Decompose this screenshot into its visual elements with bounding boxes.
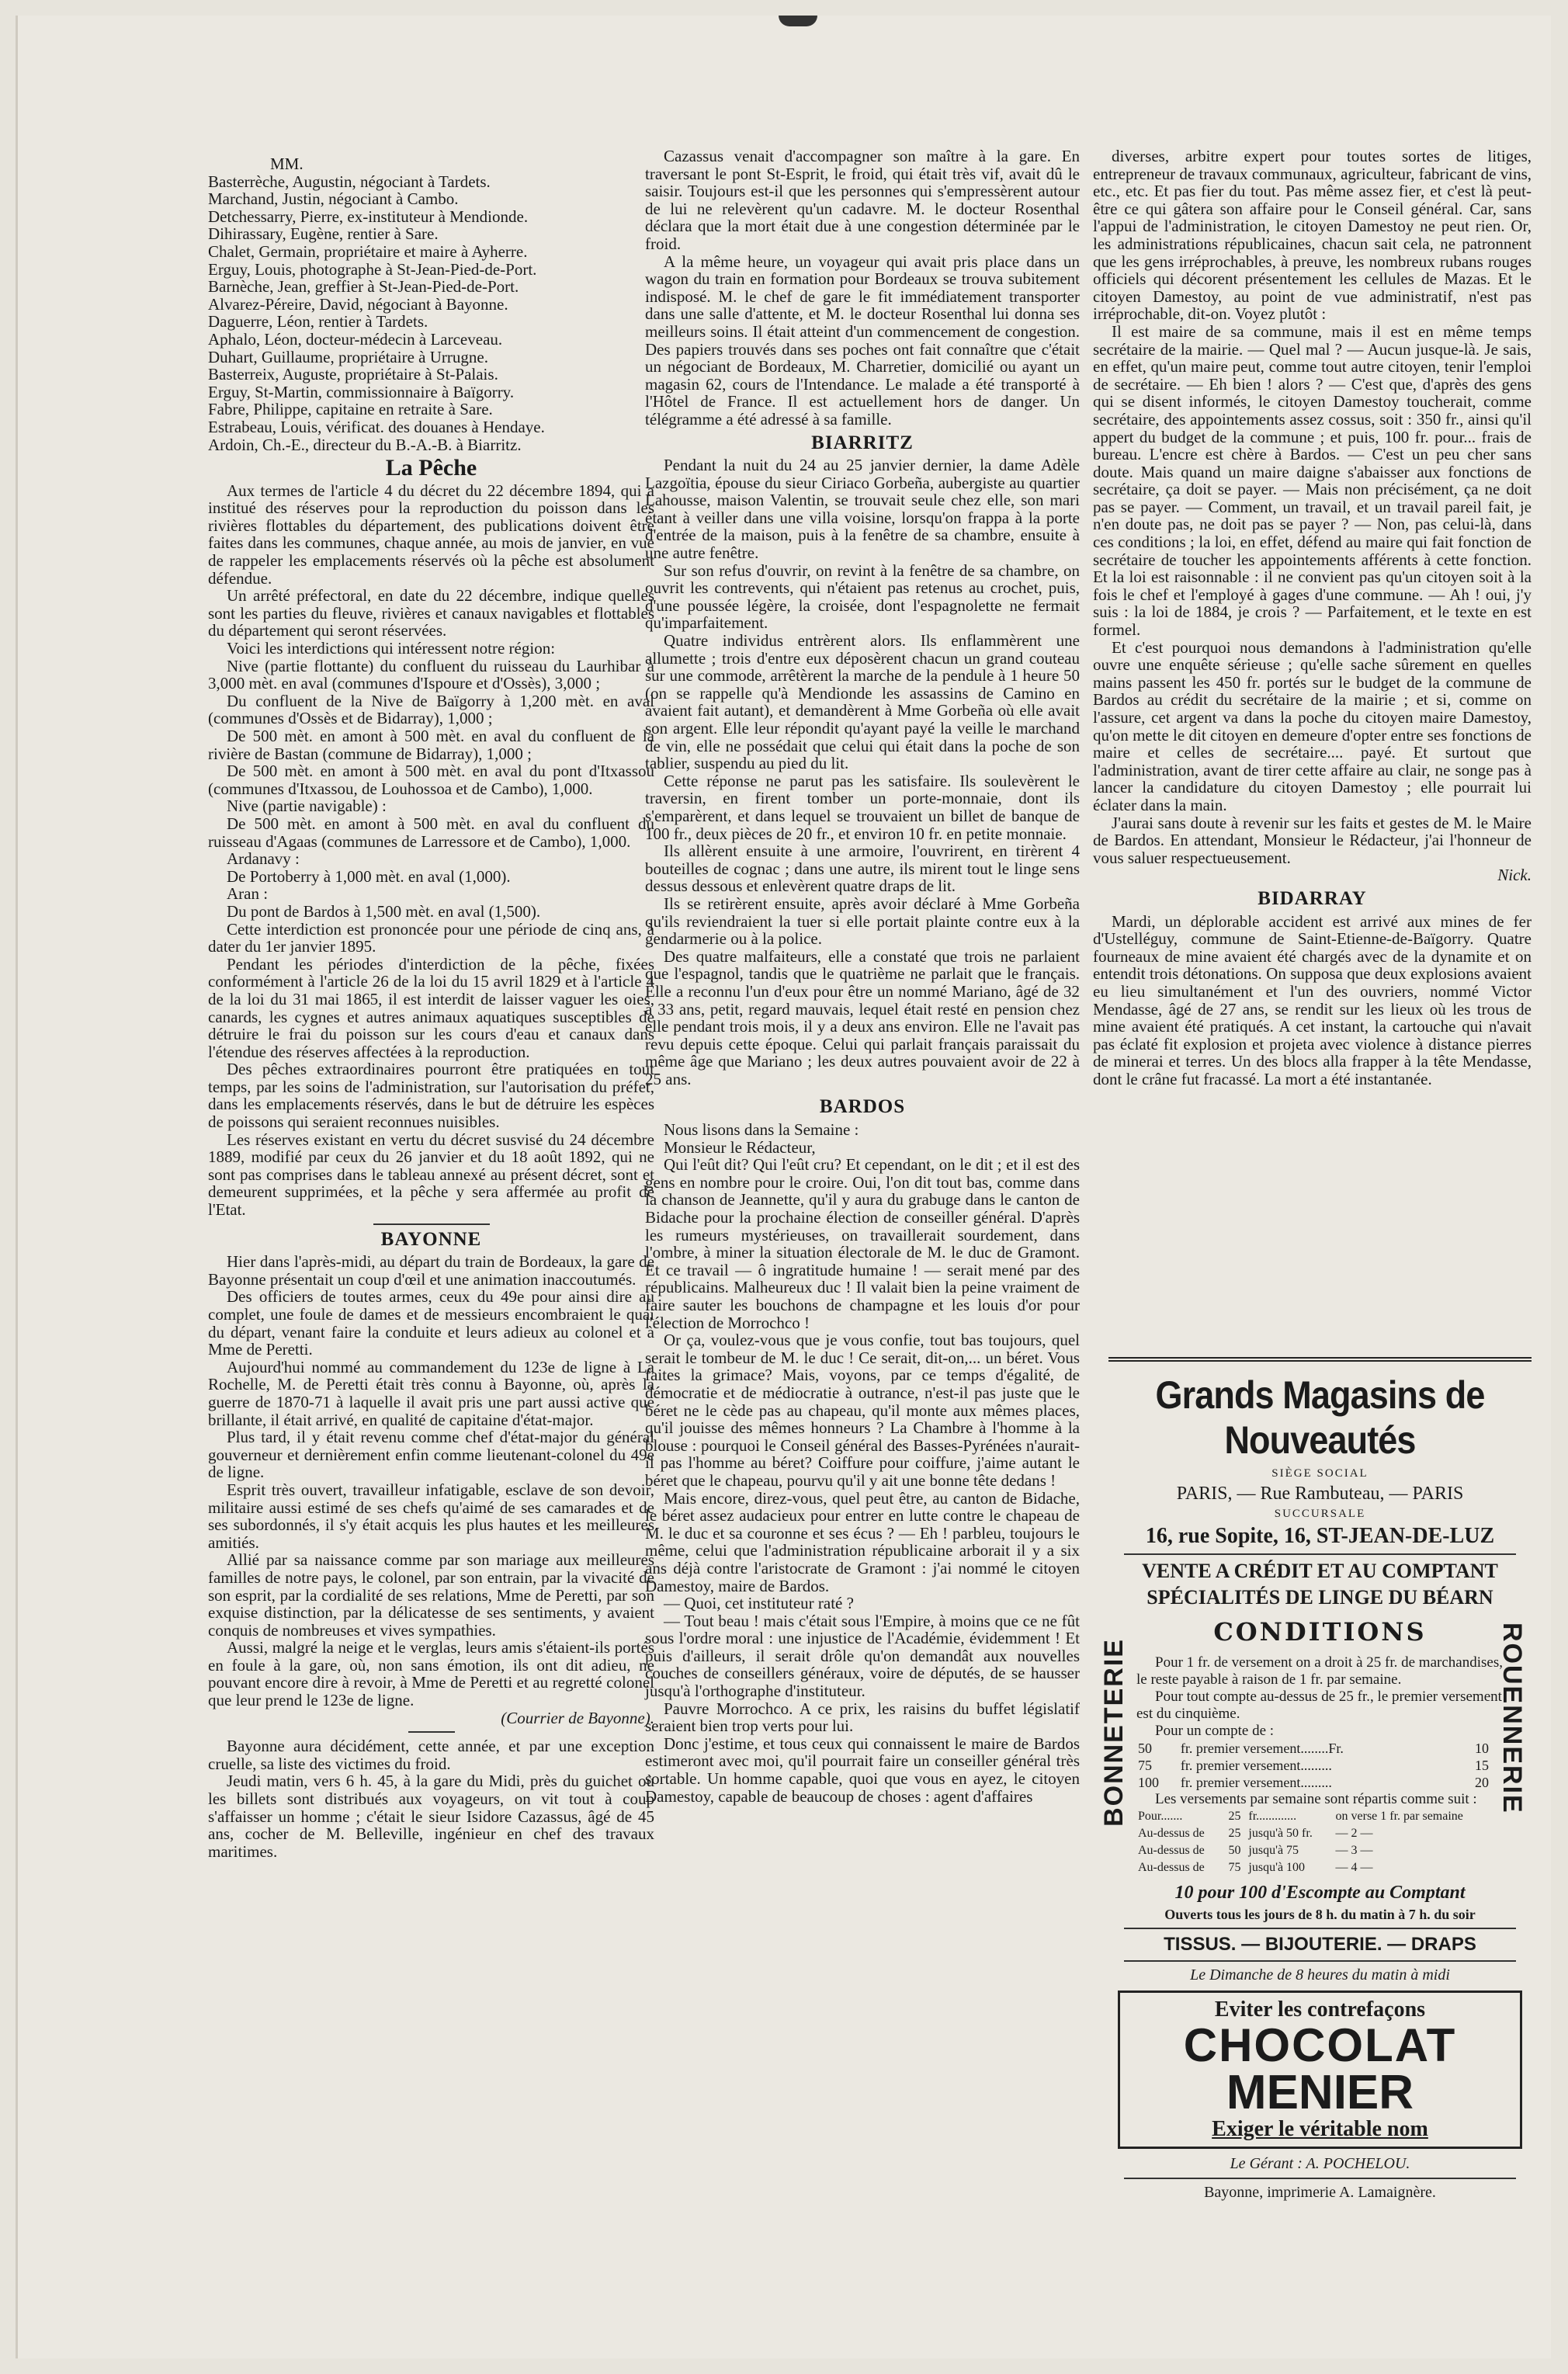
biarritz-paragraph: Pendant la nuit du 24 au 25 janvier dernier, la dame Adèle Lazgoïtia, épouse du sieur Ciriaco Gorbeña, aubergiste au quartier Lahousse, maison Valentin, se trouvait seule chez elle, son mari étant à veiller dans une villa voisine, lorsqu'on frappa à la porte d'entrée de la maison, puis à la fenêtre de sa chambre, ensuite à une autre fenêtre. <box>645 456 1080 563</box>
jury-list-item-paragraph: Erguy, Louis, photographe à St-Jean-Pied-de-Port. <box>208 259 537 279</box>
ad-table-cell: on verse 1 fr. par semaine <box>1335 1810 1463 1823</box>
newspaper-page <box>16 16 1551 2358</box>
ad-table-cell: Au-dessus de <box>1138 1827 1205 1840</box>
biarritz-paragraph: Sur son refus d'ouvrir, on revint à la fenêtre de sa chambre, on ouvrit les contrevents, qui n'étaient pas retenus au crochet, puis, d'une poussée légère, la croisée, dont l'espagnolette ne fermait qu'imparfaitement. <box>645 561 1080 633</box>
bardos-paragraph: Or ça, voulez-vous que je vous confie, tout bas toujours, quel serait le tombeur de M. le duc ! Ce serait, dit-on,... un béret. Vous faites la grimace? Mais, voyons, par ce temps d'égalité, de démocratie et de médiocratie à outrance, n'est-il pas juste que le béret ne le cède pas au chapeau, qu'il monte aux mêmes places, qu'il jouisse des mêmes honneurs ? La Chambre à l'homme à la blouse : pourquoi le Conseil général des Basses-Pyrénées n'aurait-il pas l'homme au béret? Coiffure pour coiffure, j'aime autant le béret que le chapeau, pourvu qu'il y ait une bonne tête dedans ! <box>645 1331 1080 1490</box>
article-bayonne-continued <box>645 148 1080 429</box>
signature-nick: Nick. <box>1497 866 1532 885</box>
ad-table-cell: 75 <box>1138 1758 1152 1773</box>
bayonne-victims-paragraph: Jeudi matin, vers 6 h. 45, à la gare du Midi, près du guichet où les billets sont distribués aux voyageurs, on vit tout à coup s'affaisser un homme ; c'était le sieur Isidore Cazassus, âgé de 45 ans, cocher de M. Belleville, ingénieur en chef des travaux maritimes. <box>208 1772 654 1861</box>
page-edge-mark <box>779 16 817 26</box>
bayonne-victims-paragraph: Bayonne aura décidément, cette année, et par une exception cruelle, sa liste des victimes du froid. <box>208 1737 654 1773</box>
jury-list-item-paragraph: Fabre, Philippe, capitaine en retraite à Sare. <box>208 400 493 419</box>
peche-paragraph: Du pont de Bardos à 1,500 mèt. en aval (1,500). <box>227 901 541 921</box>
column-1 <box>208 155 654 1860</box>
peche-paragraph: De 500 mèt. en amont à 500 mèt. en aval du confluent du ruisseau d'Agaas (communes de Larressore et de Cambo), 1,000. <box>208 814 654 851</box>
jury-list-item-paragraph: Detchessarry, Pierre, ex-instituteur à Mendionde. <box>208 207 529 226</box>
peche-paragraph: Pendant les périodes d'interdiction de la pêche, fixées conformément à l'article 26 de la loi du 15 avril 1829 et à l'article 4 de la loi du 31 mai 1865, il est interdit de laisser vaguer les oies, canards, les cygnes et autres animaux aquatiques susceptibles de détruire le frai du poisson sur les cours d'eau et canaux dans l'étendue des réserves affectées à la reproduction. <box>208 954 654 1061</box>
bayonne-continued-paragraph: Cazassus venait d'accompagner son maître à la gare. En traversant le pont St-Esprit, le froid, qui était très vif, avait dû le saisir. Toujours est-il que les personnes qui s'empressèrent autour de lui ne relevèrent qu'un cadavre. M. le docteur Rosenthal déclara que la mort était due à une congestion déterminée par le froid. <box>645 147 1080 253</box>
article-bidarray <box>1093 913 1532 1088</box>
peche-paragraph: De 500 mèt. en amont à 500 mèt. en aval du confluent de la rivière de Bastan (commune de Bidarray), 1,000 ; <box>208 727 654 763</box>
jury-list-item-paragraph: Aphalo, Léon, docteur-médecin à Larceveau. <box>208 329 503 349</box>
bardos-paragraph: Monsieur le Rédacteur, <box>664 1137 816 1157</box>
jury-list <box>208 173 654 454</box>
ad-table-cell: — 3 — <box>1335 1844 1373 1857</box>
article-bayonne <box>208 1253 654 1709</box>
bayonne-paragraph: Aussi, malgré la neige et le verglas, leurs amis s'étaient-ils portés en foule à la gare, où, non sans émotion, ils ont dit adieu, ne pouvant encore dire à revoir, à Mme de Peretti et au regretté colonel que leur prend le 123e de ligne. <box>208 1638 654 1710</box>
ad-table-cell: 25 <box>1228 1810 1241 1823</box>
ad-cond-3: Pour un compte de : <box>1155 1723 1275 1739</box>
ad-conditions: CONDITIONS <box>1213 1617 1427 1647</box>
column-3 <box>1093 148 1532 1088</box>
jury-list-item-paragraph: Daguerre, Léon, rentier à Tardets. <box>208 312 428 331</box>
source-signature: (Courrier de Bayonne). <box>501 1708 654 1727</box>
ad-table-row <box>1136 1757 1504 1774</box>
ad-menier: MENIER <box>1226 2066 1414 2119</box>
article-bayonne-2 <box>208 1737 654 1860</box>
peche-paragraph: Nive (partie flottante) du confluent du ruisseau du Laurhibar à 3,000 mèt. en aval (communes d'Ispoure et d'Ossès), 3,000 ; <box>208 656 654 693</box>
ad-table-row <box>1136 1859 1504 1876</box>
biarritz-paragraph: Ils allèrent ensuite à une armoire, l'ouvrirent, en tirèrent 4 bouteilles de cognac ; dans une autre, ils mirent tout le linge sens dessus dessous et enlevèrent quatre draps de lit. <box>645 842 1080 896</box>
peche-paragraph: Ardanavy : <box>227 849 300 869</box>
ad-table-cell: jusqu'à 100 <box>1248 1861 1306 1874</box>
ad-exiger: Exiger le véritable nom <box>1212 2117 1428 2141</box>
ad-siege: SIÈGE SOCIAL <box>1271 1467 1369 1480</box>
mm-label: MM. <box>270 154 304 173</box>
ad-tissus: TISSUS. — BIJOUTERIE. — DRAPS <box>1164 1934 1476 1955</box>
peche-paragraph: Nive (partie navigable) : <box>227 797 387 816</box>
biarritz-paragraph: Ils se retirèrent ensuite, après avoir déclaré à Mme Gorbeña qu'ils reviendraient la tuer si elle portait plainte contre eux à la gendarmerie ou à la police. <box>645 894 1080 949</box>
ad-table-cell: Au-dessus de <box>1138 1844 1205 1857</box>
bayonne-paragraph: Plus tard, il y était revenu comme chef d'état-major du général gouverneur et dernièrement enfin comme lieutenant-colonel du 49e de ligne. <box>208 1428 654 1482</box>
peche-paragraph: Voici les interdictions qui intéressent notre région: <box>227 639 556 658</box>
bardos-paragraph: Nous lisons dans la Semaine : <box>664 1120 859 1140</box>
ad-conditions-body <box>1136 1654 1504 1876</box>
ad-table-cell: 50 <box>1228 1844 1241 1857</box>
divider <box>1124 2178 1516 2179</box>
ad-table-cell: 15 <box>1475 1758 1489 1773</box>
section-title-bidarray: BIDARRAY <box>1258 887 1367 909</box>
section-title-bayonne: BAYONNE <box>380 1228 482 1250</box>
peche-paragraph: Les réserves existant en vertu du décret susvisé du 24 décembre 1889, modifié par ceux du 26 janvier et du 18 août 1892, qui ne sont pas comprises dans le tableau annexé au présent décret, sont et demeurent supprimées, et la pêche y sera affermée au profit de l'Etat. <box>208 1130 654 1220</box>
bayonne-paragraph: Allié par sa naissance comme par son mariage aux meilleures familles de notre pays, le colonel, par son entrain, par la vivacité de son esprit, par la cordialité de ses relations, Mme de Peretti, par son exquise distinction, par la délicatesse de ses sentiments, y avaient conquis de nombreuses et vives sympathies. <box>208 1550 654 1640</box>
jury-list-item-paragraph: Basterrèche, Augustin, négociant à Tardets. <box>208 172 491 191</box>
imprimerie-line: Bayonne, imprimerie A. Lamaignère. <box>1204 2184 1436 2201</box>
bardos-continued-paragraph: J'aurai sans doute à revenir sur les faits et gestes de M. le Maire de Bardos. En attendant, Monsieur le Rédacteur, j'ai l'honneur de vous saluer respectueusement. <box>1093 813 1532 867</box>
divider <box>1124 1928 1516 1929</box>
jury-list-item-paragraph: Estrabeau, Louis, vérificat. des douanes à Hendaye. <box>208 417 545 436</box>
section-title-bardos: BARDOS <box>819 1096 906 1118</box>
ad-table-cell: 25 <box>1228 1827 1241 1840</box>
ad-table-cell: fr............. <box>1248 1810 1297 1823</box>
jury-list-item-paragraph: Chalet, Germain, propriétaire et maire à Ayherre. <box>208 241 528 261</box>
bardos-paragraph: Qui l'eût dit? Qui l'eût cru? Et cependant, on le dit ; et il est des gens en nombre pour le croire. Oui, l'on dit tout bas, comme dans la chanson de Jeannette, qu'il y aura du grabuge dans le canton de Bidache pour la prochaine élection de conseiller général. D'après les rumeurs mystérieuses, on travaillerait sourdement, dans l'ombre, à miner la situation électorale de M. le duc de Gramont. Et ce travail — ô ingratitude humaine ! — serait mené par des républicains. Malheureux duc ! Il valait bien la peine vraiment de faire sauter les bouchons de champagne et les louis d'or pour l'élection de Morrochco ! <box>645 1155 1080 1332</box>
bardos-continued-paragraph: Et c'est pourquoi nous demandons à l'administration qu'elle ouvre une enquête sérieuse ; qu'elle sache sûrement en quelles mains passent les 450 fr. portés sur le budget de la commune de Bardos au crédit du secrétaire de la mairie ; et si, comme on l'assure, cet argent va dans la poche du citoyen maire Damestoy, qu'on mette le dit citoyen en demeure d'opter entre ses fonctions de maire et celles de secrétaire.... payé. Et surtout que l'administration, avant de tirer cette affaire au clair, ne songe pas à lancer la candidature du citoyen Damestoy ; elle pourrait lui éclater dans la main. <box>1093 637 1532 814</box>
bardos-paragraph: Donc j'estime, et tous ceux qui connaissent le maire de Bardos estimeront avec moi, qu'il pourrait faire un conseiller général très sortable. Un homme capable, quoi que vous en ayez, le citoyen Damestoy, capable de beaucoup de choses : agent d'affaires <box>645 1734 1080 1806</box>
ad-paris: PARIS, — Rue Rambuteau, — PARIS <box>1176 1484 1464 1504</box>
bayonne-paragraph: Esprit très ouvert, travailleur infatigable, esclave de son devoir, militaire aussi estimé de ses chefs qu'aimé de ses camarades et de ses subordonnés, il s'y était acquis les plus hautes et les meilleures amitiés. <box>208 1480 654 1552</box>
ad-dimanche: Le Dimanche de 8 heures du matin à midi <box>1190 1966 1450 1984</box>
ad-table-cell: jusqu'à 50 fr. <box>1248 1827 1313 1840</box>
bardos-paragraph: Mais encore, direz-vous, quel peut être, au canton de Bidache, le béret assez audacieux pour entrer en lutte contre le chapeau de M. le duc et sa couronne et ses écus ? — Eh ! parbleu, toujours le même, celui que l'administration républicaine arborait il y a six ans déjà contre l'aristocrate de Gramont : j'ai nommé le citoyen Damestoy, maire de Bardos. <box>645 1488 1080 1595</box>
divider <box>1124 1960 1516 1962</box>
jury-list-item-paragraph: Erguy, St-Martin, commissionnaire à Baïgorry. <box>208 382 515 401</box>
chocolat-menier-ad <box>1118 1990 1522 2149</box>
ad-table-cell: 100 <box>1138 1775 1159 1790</box>
ad-table-cell: 20 <box>1475 1775 1489 1790</box>
ad-chocolat: CHOCOLAT <box>1183 2019 1457 2071</box>
peche-paragraph: Du confluent de la Nive de Baïgorry à 1,200 mèt. en aval (communes d'Ossès et de Bidarray), 1,000 ; <box>208 691 654 728</box>
ad-table-row <box>1136 1842 1504 1859</box>
ad-table-cell: 50 <box>1138 1741 1152 1756</box>
peche-paragraph: Des pêches extraordinaires pourront être pratiquées en tout temps, par les soins de l'administration, sur l'autorisation du préfet, dans les emplacements réservés, dans le but de détruire les espèces de poissons qui seraient reconnues nuisibles. <box>208 1060 654 1132</box>
ad-table-cell: — 4 — <box>1335 1861 1373 1874</box>
ad-ouverts: Ouverts tous les jours de 8 h. du matin à 7 h. du soir <box>1164 1907 1476 1922</box>
ad-succursale: SUCCURSALE <box>1274 1508 1366 1520</box>
jury-list-item-paragraph: Ardoin, Ch.-E., directeur du B.-A.-B. à Biarritz. <box>208 435 522 454</box>
ad-table-row <box>1136 1825 1504 1842</box>
ad-side-label-right: ROUENNERIE <box>1497 1623 1527 1814</box>
article-bardos-continued <box>1093 148 1532 866</box>
ad-table-cell: Pour....... <box>1138 1810 1183 1823</box>
article-biarritz <box>645 456 1080 1088</box>
section-title-biarritz: BIARRITZ <box>811 432 914 453</box>
ad-eviter: Eviter les contrefaçons <box>1214 1997 1426 2022</box>
peche-paragraph: De Portoberry à 1,000 mèt. en aval (1,000). <box>227 866 511 886</box>
bayonne-continued-paragraph: A la même heure, un voyageur qui avait pris place dans un wagon du train en formation pour Bordeaux se trouva subitement indisposé. M. le chef de gare le fit immédiatement transporter dans une salle d'attente, et M. le docteur Rosenthal lui donna ses meilleurs soins. Il était atteint d'un commencement de congestion. Des papiers trouvés dans ses poches ont fait connaître que c'était un négociant de Bordeaux, M. Charretier, domicilié ou ayant un magasin 62, cours de l'Intendance. Le malade a été transporté à l'Hôtel de France. Il est actuellement hors de danger. Un télégramme a été adressé à sa famille. <box>645 252 1080 429</box>
ad-title: Grands Magasins de Nouveautés <box>1155 1373 1485 1462</box>
bayonne-paragraph: Aujourd'hui nommé au commandement du 123e de ligne à La Rochelle, M. de Peretti était très connu à Bayonne, où, après la guerre de 1870-71 à laquelle il avait pris une part aussi active que brillante, il était arrivé, en qualité de capitaine d'état-major. <box>208 1357 654 1429</box>
advertisement-block <box>1108 1357 1532 2202</box>
jury-list-item-paragraph: Dihirassary, Eugène, rentier à Sare. <box>208 224 439 244</box>
ad-table-row <box>1136 1774 1504 1791</box>
ad-table-2 <box>1136 1808 1504 1876</box>
bayonne-paragraph: Des officiers de toutes armes, ceux du 49e pour ainsi dire au complet, une foule de dames et de messieurs encombraient le quai du départ, venant faire la conduite et leurs adieux au colonel et à Mme de Peretti. <box>208 1287 654 1359</box>
article-bardos <box>645 1121 1080 1805</box>
ad-cond-2: Pour tout compte au-dessus de 25 fr., le premier versement est du cinquième. <box>1136 1689 1502 1722</box>
ad-side-label-left: BONNETERIE <box>1099 1638 1129 1827</box>
bardos-paragraph: — Tout beau ! mais c'était sous l'Empire, à moins que ce ne fût sous l'ordre moral : une injustice de l'Académie, évidemment ! Et puis d'ailleurs, il serait drôle qu'on demandât aux nouvelles couches de conseillers généraux, voire de députés, de se hausser jusqu'à l'orthographe d'instituteur. <box>645 1611 1080 1701</box>
divider <box>408 1731 455 1733</box>
bardos-continued-paragraph: Il est maire de sa commune, mais il est en même temps secrétaire de la mairie. — Quel mal ? — Aucun jusque-là. Je sais, en effet, qu'un maire peut, comme tout autre citoyen, tenir l'emploi de secrétaire. — Eh bien ! alors ? — C'est que, d'après des gens qui se disent informés, le citoyen Damestoy toucherait, comme secrétaire, des appointements assez cossus, soit : 350 fr., ainsi qu'il appert du budget de la commune ; et puis, 100 fr. pour... frais de bureau. L'encre est chère à Bardos. — C'est un peu cher sans doute. Mais quand un maire daigne s'abaisser aux fonctions de secrétaire, ça doit se payer. — Mais non précisément, ça ne doit pas se payer. — Comment, un travail, et un travail pareil fait, je n'en doute pas, ne doit pas se payer ? — Non, pas celui-là, dans ces conditions ; la loi, en effet, défend au maire qui fait fonction de secrétaire de toucher les appointements afférents à cette fonction. Et la loi est raisonnable : il ne convient pas qu'un citoyen soit à la fois le chef et l'employé à gages d'une commune. — Ah ! oui, j'y suis : la loi de 1884, je crois ? — Parfaitement, et le texte en est formel. <box>1093 321 1532 640</box>
biarritz-paragraph: Des quatre malfaiteurs, elle a constaté que trois ne parlaient que l'espagnol, tandis que le quatrième ne parlait que le français. Elle a reconnu l'un d'eux pour être un nommé Mariano, âgé de 32 à 33 ans, petit, regard mauvais, lequel était resté en pension chez elle pendant trois mois, il y a deux ans environ. Elle ne l'avait pas revu depuis cette époque. Celui qui parlait français paraissait du même âge que Mariano ; les deux autres pouvaient avoir de 22 à 25 ans. <box>645 946 1080 1088</box>
ad-address: 16, rue Sopite, 16, ST-JEAN-DE-LUZ <box>1145 1524 1495 1548</box>
gerant-line: Le Gérant : A. POCHELOU. <box>1230 2155 1410 2172</box>
jury-list-item-paragraph: Basterreix, Auguste, propriétaire à St-Palais. <box>208 365 498 384</box>
jury-list-item-paragraph: Marchand, Justin, négociant à Cambo. <box>208 189 459 209</box>
bidarray-paragraph: Mardi, un déplorable accident est arrivé aux mines de fer d'Ustelléguy, commune de Saint-Etienne-de-Baïgorry. Quatre fourneaux de mine avaient été chargés avec de la dynamite et on entendit trois détonations. On supposa que deux explosions avaient eu lieu simultanément et l'un des ouvriers, nommé Victor Mendasse, âgé de 27 ans, se rendit sur les lieux où les trous de mine avaient été pratiqués. A cet instant, la cartouche qui n'avait pas éclaté fit explosion et projeta avec violence à distance pierres de minerai et terres. Un des blocs alla frapper à la tête Mendasse, dont le crâne fut fracassé. La mort a été instantanée. <box>1093 911 1532 1088</box>
peche-paragraph: Aux termes de l'article 4 du décret du 22 décembre 1894, qui a institué des réserves pour la reproduction du poisson dans les rivières flottables du département, des publications doivent être faites dans les communes, chaque année, au mois de janvier, en vue de rappeler les emplacements réservés où la pêche est absolument défendue. <box>208 481 654 588</box>
article-peche <box>208 482 654 1219</box>
peche-paragraph: Aran : <box>227 884 269 904</box>
bardos-paragraph: — Quoi, cet instituteur raté ? <box>664 1594 854 1613</box>
ad-table-cell: fr. premier versement........Fr. <box>1180 1741 1344 1756</box>
jury-list-item-paragraph: Alvarez-Péreire, David, négociant à Bayonne. <box>208 294 508 314</box>
jury-list-item-paragraph: Duhart, Guillaume, propriétaire à Urrugne. <box>208 347 488 366</box>
ad-cond-4: Les versements par semaine sont répartis comme suit : <box>1155 1791 1477 1807</box>
divider <box>373 1223 490 1225</box>
biarritz-paragraph: Quatre individus entrèrent alors. Ils enflammèrent une allumette ; trois d'entre eux déposèrent chacun un grand couteau sur une commode, arrêtèrent la marche de la pendule à 1 heure 50 (on se rappelle qu'à Mendionde les assassins de Camino en avaient fait autant), et demandèrent à Mme Gorbeña où elle avait son argent. Elle leur répondit qu'ayant payé la veille le marchand de vin, elle ne possédait que celui qui était dans la poche de son tablier, suspendu au pied du lit. <box>645 631 1080 773</box>
ad-table-cell: Au-dessus de <box>1138 1861 1205 1874</box>
ad-escompte: 10 pour 100 d'Escompte au Comptant <box>1174 1883 1466 1903</box>
peche-paragraph: Un arrêté préfectoral, en date du 22 décembre, indique quelles sont les parties du fleuve, rivières et canaux navigables et flottables du département qui seront réservées. <box>208 586 654 640</box>
bayonne-paragraph: Hier dans l'après-midi, au départ du train de Bordeaux, la gare de Bayonne présentait un coup d'œil et une animation inaccoutumés. <box>208 1252 654 1289</box>
divider <box>1124 1553 1516 1555</box>
ad-table-cell: jusqu'à 75 <box>1248 1844 1299 1857</box>
biarritz-paragraph: Cette réponse ne parut pas les satisfaire. Ils soulevèrent le traversin, en firent tomber un porte-monnaie, dont ils s'emparèrent, et dans lequel se trouvaient un billet de banque de 100 fr., deux pièces de 20 fr., et environ 10 fr. en petite monnaie. <box>645 771 1080 843</box>
ad-cond-1: Pour 1 fr. de versement on a droit à 25 fr. de marchandises, le reste payable à raison de 1 fr. par semaine. <box>1136 1654 1503 1688</box>
ad-table-row <box>1136 1740 1504 1757</box>
peche-paragraph: De 500 mèt. en amont à 500 mèt. en aval du pont d'Itxassou (communes d'Itxassou, de Louhossoa et de Cambo), 1,000. <box>208 762 654 798</box>
peche-paragraph: Cette interdiction est prononcée pour une période de cinq ans, à dater du 1er janvier 1895. <box>208 919 654 956</box>
jury-list-item-paragraph: Barnèche, Jean, greffier à St-Jean-Pied-de-Port. <box>208 277 519 297</box>
ad-table-cell: fr. premier versement......... <box>1180 1758 1332 1773</box>
ad-table-cell: 10 <box>1475 1741 1489 1756</box>
bardos-continued-paragraph: diverses, arbitre expert pour toutes sortes de litiges, entrepreneur de travaux communaux, agriculteur, fabricant de vins, etc., etc. Et pas fier du tout. Pas même assez fier, et c'est là peut-être ce qui gâtera son affaire pour le Conseil général. Car, sans l'appui de l'administration, le citoyen Damestoy ne peut rien. Or, les administrations républicaines, chacun sait cela, ne patronnent que les gens irréprochables, à preuve, les nombreux rubans rouges officiels qui décorent présentement les cellules de Mazas. Et le citoyen Damestoy, au point de vue administratif, n'est pas irréprochable, dit-on. Voyez plutôt : <box>1093 147 1532 324</box>
column-2 <box>645 148 1080 1805</box>
bardos-paragraph: Pauvre Morrochco. A ce prix, les raisins du buffet législatif seraient bien trop verts pour lui. <box>645 1699 1080 1736</box>
ad-vente: VENTE A CRÉDIT ET AU COMPTANT <box>1142 1560 1498 1582</box>
section-title-peche: La Pêche <box>385 455 477 481</box>
ad-specialites: SPÉCIALITÉS DE LINGE DU BÉARN <box>1147 1586 1493 1609</box>
ad-table-row <box>1136 1808 1504 1825</box>
ad-table-cell: fr. premier versement......... <box>1180 1775 1332 1790</box>
ad-table-cell: — 2 — <box>1335 1827 1373 1840</box>
ad-table-1 <box>1136 1740 1504 1791</box>
ad-table-cell: 75 <box>1228 1861 1241 1874</box>
